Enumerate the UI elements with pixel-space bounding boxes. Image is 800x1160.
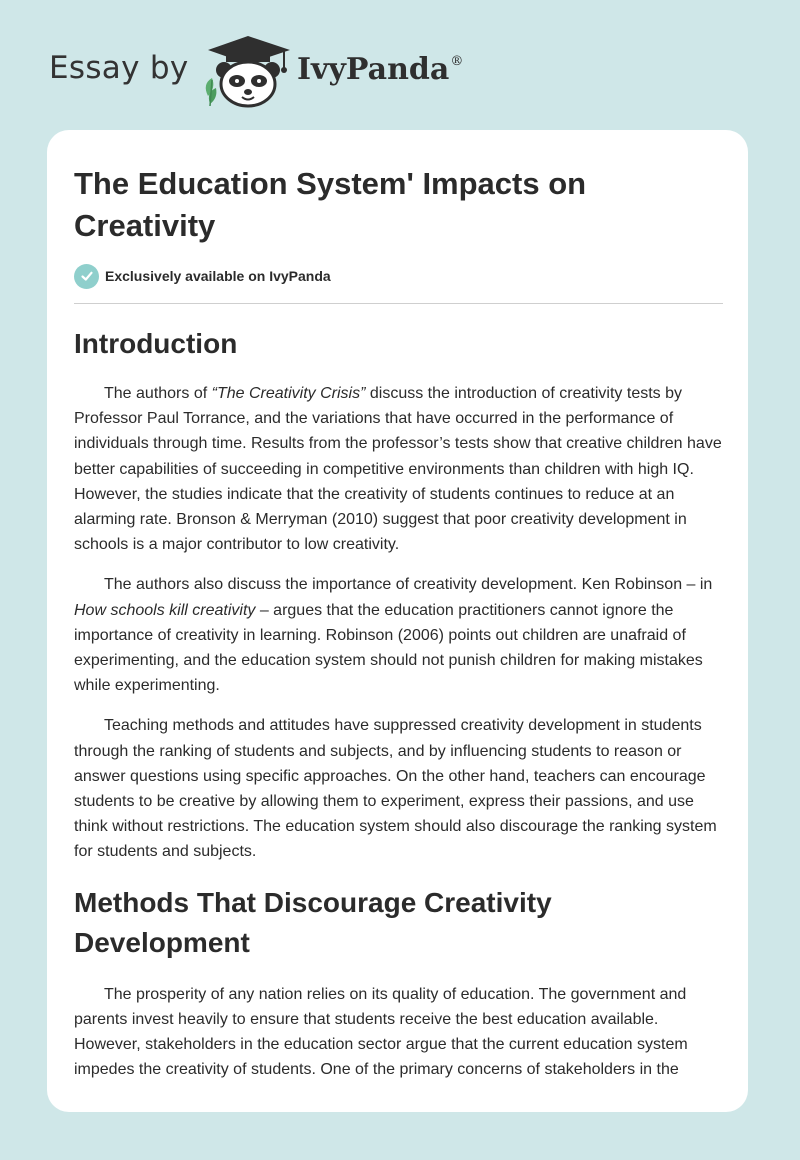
brand-name-text: IvyPanda [297, 52, 450, 87]
panda-logo-icon[interactable] [198, 34, 294, 108]
paragraph [74, 572, 724, 698]
paragraph: Teaching methods and attitudes have suppressed creativity development in students through the ranking of students and subjects, and by influencing students to reason or answer questions using specific approaches. On the other hand, teachers can encourage students to be creative by allowing them to experiment, express their passions, and use think without restrictions. The education system should also discourage the ranking system for students and subjects. [74, 717, 717, 861]
badge-text: Exclusively available on IvyPanda [105, 268, 331, 284]
brand-prefix: Essay by [49, 50, 189, 86]
essay-card [47, 130, 748, 1112]
paragraph-text: The authors of [104, 385, 212, 402]
exclusive-badge [74, 263, 331, 289]
divider [74, 303, 723, 304]
paragraph [74, 381, 724, 557]
paragraph-text: – argues that the education practitioners cannot ignore the importance of creativity in learning. Robinson (2006) points out children are unafraid of experimenting, and the education system should not punish children for making mistakes while experimenting. [74, 601, 703, 695]
check-circle-icon [74, 264, 99, 289]
essay-body [74, 324, 724, 1082]
site-header [0, 0, 800, 130]
paragraph: The prosperity of any nation relies on its quality of education. The government and parents invest heavily to ensure that students receive the best education available. However, stakeholders in the education sector argue that the current education system impedes the creativity of students. One of the primary concerns of stakeholders in the [74, 985, 688, 1079]
section-heading-methods: Methods That Discourage Creativity Development [74, 886, 552, 958]
paragraph-text: discuss the introduction of creativity tests by Professor Paul Torrance, and the variations that have occurred in the performance of individuals through time. Results from the professor’s tests show that creative children have better capabilities of succeeding in competitive environments than children with high IQ. However, the studies indicate that the creativity of students continues to reduce at an alarming rate. Bronson & Merryman (2010) suggest that poor creativity development in schools is a major contributor to low creativity. [74, 385, 722, 554]
paragraph-text: The authors also discuss the importance of creativity development. Ken Robinson – in [104, 576, 713, 594]
work-title: “The Creativity Crisis” [211, 385, 366, 402]
essay-title: The Education System' Impacts on Creativity [74, 166, 587, 243]
section-heading-introduction: Introduction [74, 328, 238, 359]
brand-name[interactable] [297, 52, 463, 87]
work-title: How schools kill creativity [74, 601, 256, 619]
registered-mark: ® [450, 54, 464, 69]
